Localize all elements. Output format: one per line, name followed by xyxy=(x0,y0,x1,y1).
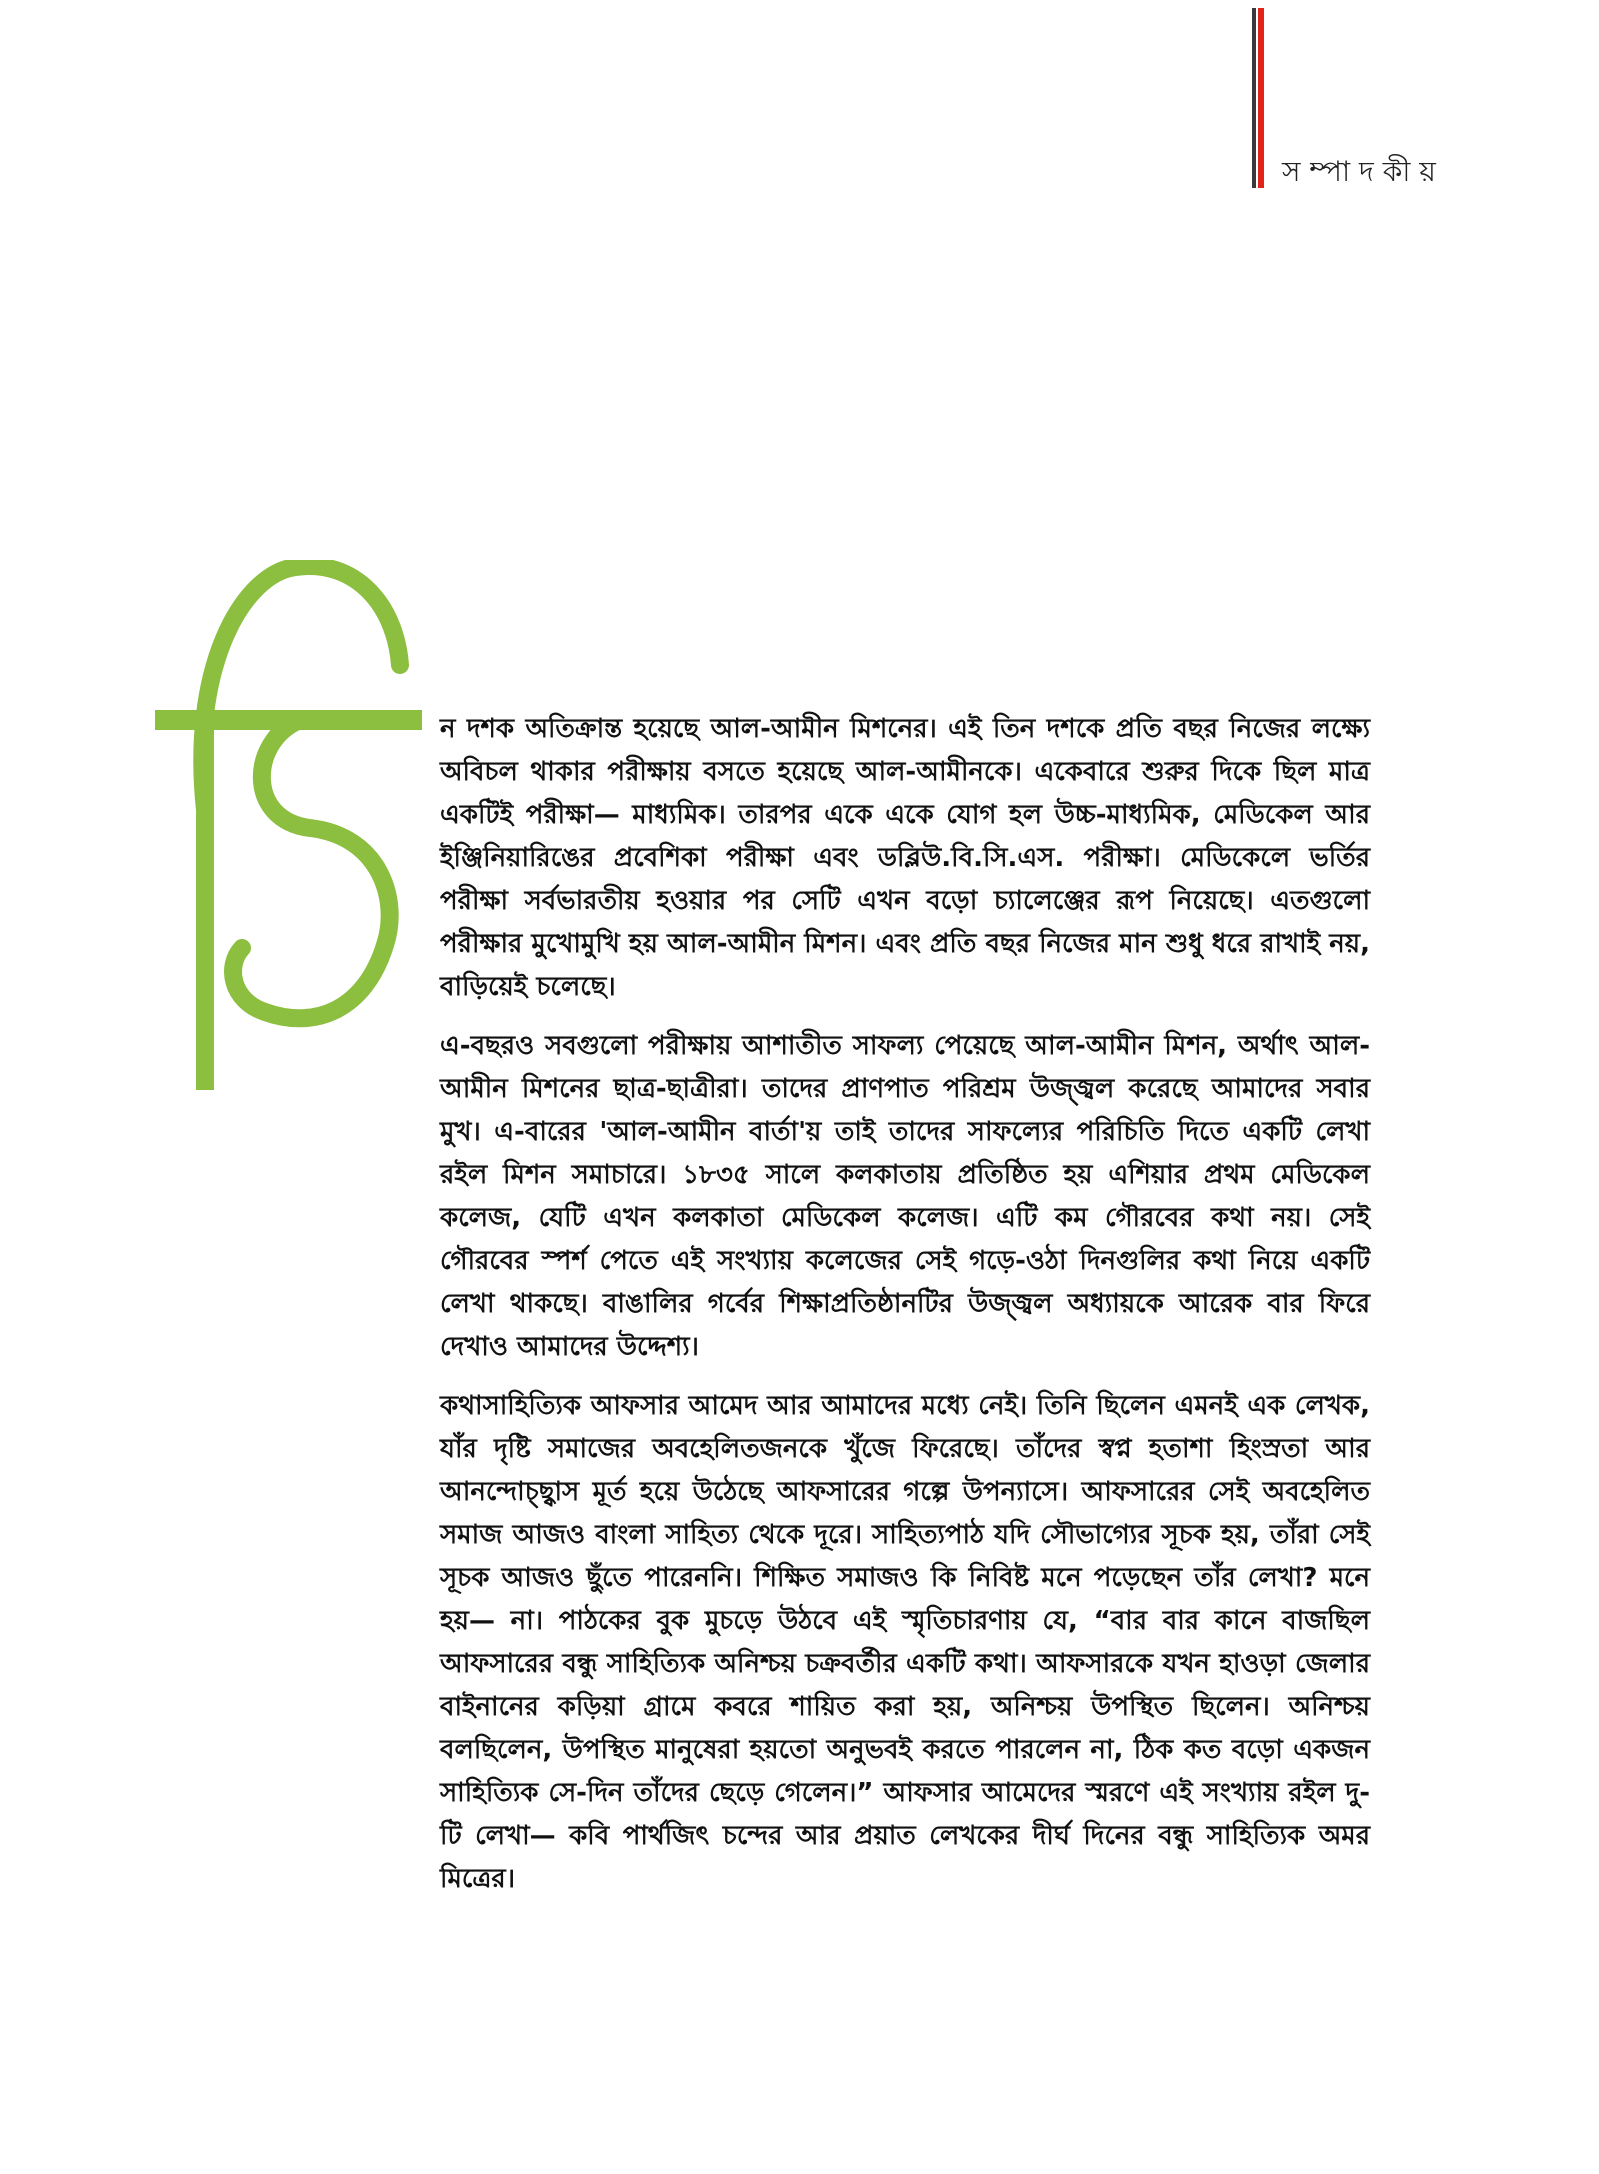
header-divider-red xyxy=(1258,8,1264,188)
dropcap-curl xyxy=(202,566,400,810)
article-paragraph-3: কথাসাহিত্যিক আফসার আমেদ আর আমাদের মধ্যে নেই। তিনি ছিলেন এমনই এক লেখক, যাঁর দৃষ্টি সমাজের অবহেলিতজনকে খুঁজে ফিরেছে। তাঁদের স্বপ্ন হতাশা হিংস্রতা আর আনন্দোচ্ছ্বাস মূর্ত হয়ে উঠেছে আফসারের গল্পে উপন্যাসে। আফসারের সেই অবহেলিত সমাজ আজও বাংলা সাহিত্য থেকে দূরে। সাহিত্যপাঠ যদি সৌভাগ্যের সূচক হয়, তাঁরা সেই সূচক আজও ছুঁতে পারেননি। শিক্ষিত সমাজও কি নিবিষ্ট মনে পড়েছেন তাঁর লেখা? মনে হয়— না। পাঠকের বুক মুচড়ে উঠবে এই স্মৃতিচারণায় যে, “বার বার কানে বাজছিল আফসারের বন্ধু সাহিত্যিক অনিশ্চয় চক্রবর্তীর একটি কথা। আফসারকে যখন হাওড়া জেলার বাইনানের কড়িয়া গ্রামে কবরে শায়িত করা হয়, অনিশ্চয় উপস্থিত ছিলেন। অনিশ্চয় বলছিলেন, উপস্থিত মানুষেরা হয়তো অনুভবই করতে পারলেন না, ঠিক কত বড়ো একজন সাহিত্যিক সে-দিন তাঁদের ছেড়ে গেলেন।” আফসার আমেদের স্মরণে এই সংখ্যায় রইল দু-টি লেখা— কবি পার্থজিৎ চন্দের আর প্রয়াত লেখকের দীর্ঘ দিনের বন্ধু সাহিত্যিক অমর মিত্রের। xyxy=(440,1391,1370,1894)
dropcap-glyph-art xyxy=(150,560,430,1100)
header-divider-dark xyxy=(1252,8,1256,188)
article-paragraph-1: ন দশক অতিক্রান্ত হয়েছে আল-আমীন মিশনের। এই তিন দশকে প্রতি বছর নিজের লক্ষ্যে অবিচল থাকার পরীক্ষায় বসতে হয়েছে আল-আমীনকে। একেবারে শুরুর দিকে ছিল মাত্র একটিই পরীক্ষা— মাধ্যমিক। তারপর একে একে যোগ হল উচ্চ-মাধ্যমিক, মেডিকেল আর ইঞ্জিনিয়ারিঙের প্রবেশিকা পরীক্ষা এবং ডব্লিউ.বি.সি.এস. পরীক্ষা। মেডিকেলে ভর্তির পরীক্ষা সর্বভারতীয় হওয়ার পর সেটি এখন বড়ো চ্যালেঞ্জের রূপ নিয়েছে। এতগুলো পরীক্ষার মুখোমুখি হয় আল-আমীন মিশন। এবং প্রতি বছর নিজের মান শুধু ধরে রাখাই নয়, বাড়িয়েই চলেছে। xyxy=(440,714,1370,1002)
editorial-article xyxy=(440,708,1370,1917)
article-paragraph-2: এ-বছরও সবগুলো পরীক্ষায় আশাতীত সাফল্য পেয়েছে আল-আমীন মিশন, অর্থাৎ আল-আমীন মিশনের ছাত্র-ছাত্রীরা। তাদের প্রাণপাত পরিশ্রম উজ্জ্বল করেছে আমাদের সবার মুখ। এ-বারের 'আল-আমীন বার্তা'য় তাই তাদের সাফল্যের পরিচিতি দিতে একটি লেখা রইল মিশন সমাচারে। ১৮৩৫ সালে কলকাতায় প্রতিষ্ঠিত হয় এশিয়ার প্রথম মেডিকেল কলেজ, যেটি এখন কলকাতা মেডিকেল কলেজ। এটি কম গৌরবের কথা নয়। সেই গৌরবের স্পর্শ পেতে এই সংখ্যায় কলেজের সেই গড়ে-ওঠা দিনগুলির কথা নিয়ে একটি লেখা থাকছে। বাঙালির গর্বের শিক্ষাপ্রতিষ্ঠানটির উজ্জ্বল অধ্যায়কে আরেক বার ফিরে দেখাও আমাদের উদ্দেশ্য। xyxy=(440,1031,1370,1362)
dropcap-glyph xyxy=(150,560,430,1100)
dropcap-bowl xyxy=(233,720,390,1018)
section-label: সম্পাদকীয় xyxy=(1282,155,1445,188)
